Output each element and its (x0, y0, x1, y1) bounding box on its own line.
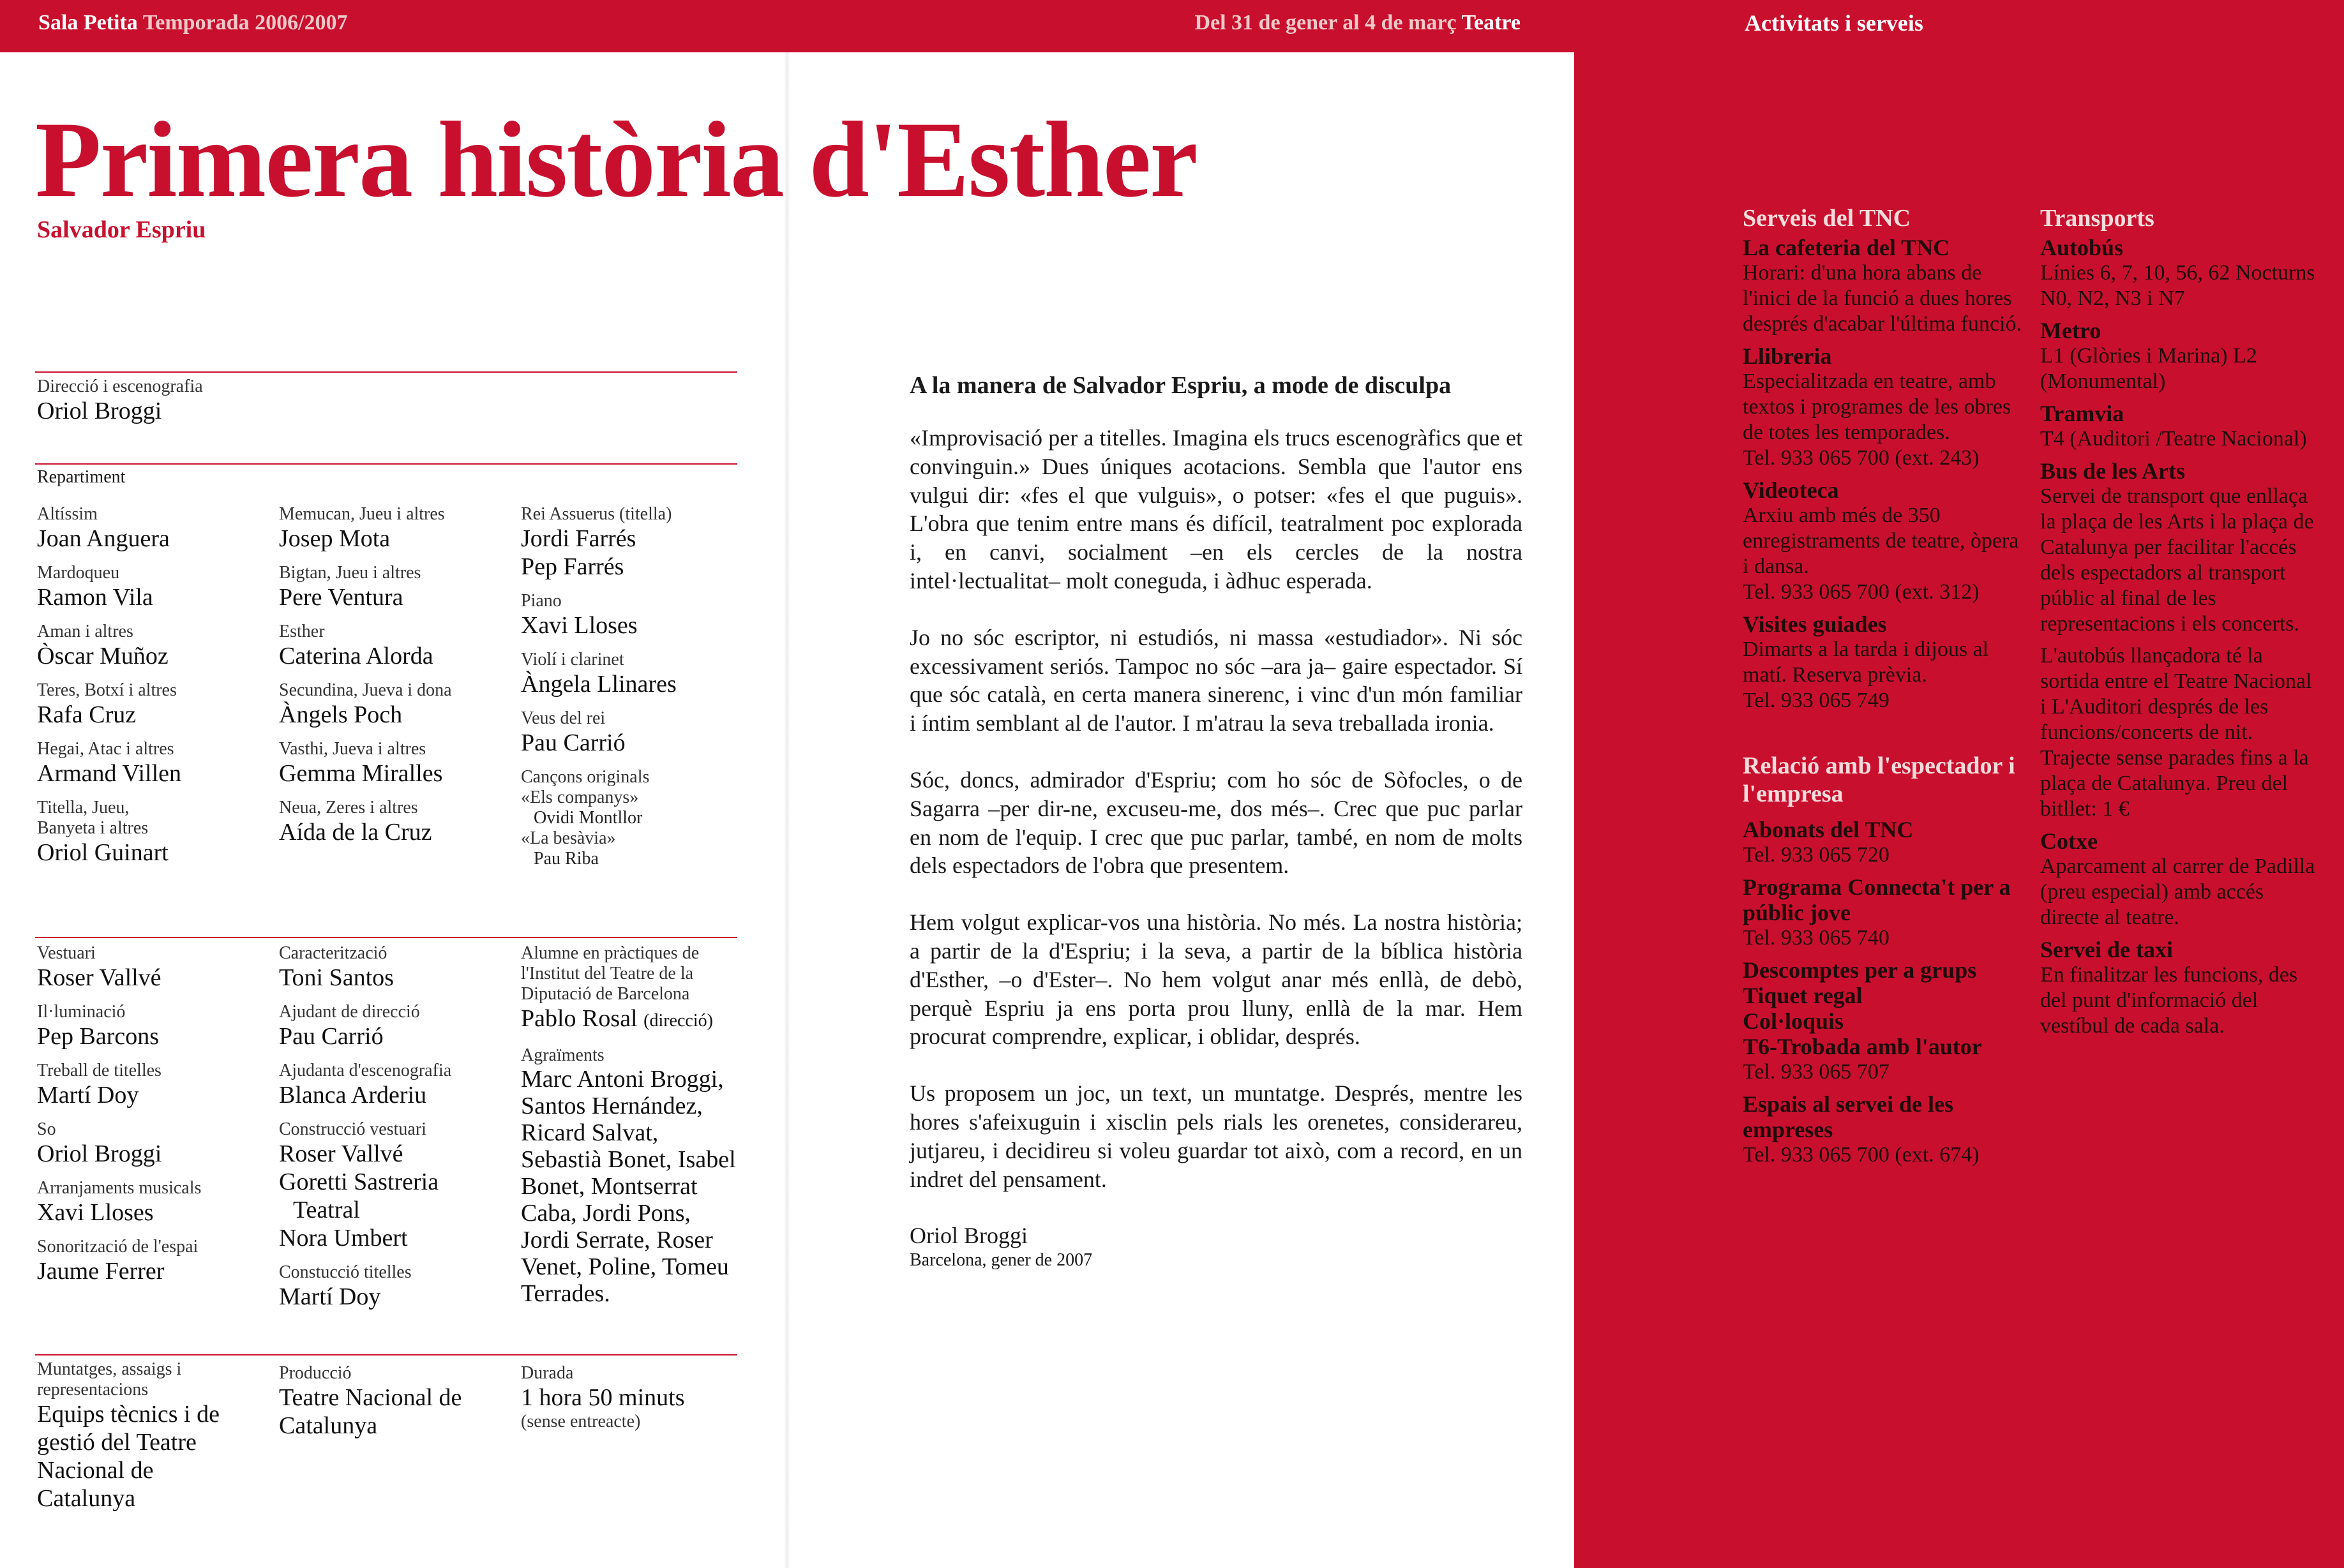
season-header (38, 9, 348, 37)
credit-role: Construcció vestuari (279, 1119, 426, 1139)
section-title: Transports (2040, 205, 2154, 232)
credit-name: Pep Barcons (37, 1023, 160, 1050)
credit-role: Teres, Botxí i altres (37, 680, 177, 700)
song-author: Ovidi Montllor (534, 808, 643, 828)
credit-name: Roser Vallvé (37, 964, 162, 991)
credit-role: Il·luminació (37, 1002, 126, 1022)
credit-name: Pere Ventura (279, 584, 403, 611)
credit-role: Direcció i escenografia (37, 377, 203, 396)
transport-text: L1 (Glòries i Marina) L2 (Monumental) (2040, 344, 2257, 393)
credit-name: Oriol Guinart (37, 839, 169, 866)
credit-role: Mardoqueu (37, 563, 120, 583)
cast-credit (521, 504, 751, 581)
credit-role: Rei Assuerus (titella) (521, 504, 672, 524)
service-text: Especialitzada en teatre, amb textos i programes de les obres de totes les temporades. (1743, 370, 2011, 444)
essay-paragraph: «Improvisació per a titelles. Imagina els trucs escenogràfics que et convinguin.» Dues úniques acotacions. Sembla que l'autor ens vulgui dir: «fes el que vulguis», o potser: «fes el que puguis». L'obra que tenim entre mans és difícil, teatralment poc explorada i, en canvi, socialment –en els cercles de la nostra intel·lectualitat– molt coneguda, i àdhuc esperada. (910, 425, 1522, 594)
crew-credit (279, 1262, 509, 1311)
credit-role: Bigtan, Jueu i altres (279, 563, 421, 583)
credit-name: Xavi Lloses (37, 1199, 154, 1226)
dates-header (1194, 9, 1521, 37)
credit-name: Martí Doy (279, 1283, 381, 1310)
service-name: Abonats del TNC (1743, 817, 1914, 842)
section-title: Serveis del TNC (1743, 205, 1911, 232)
transports-column (2040, 204, 2321, 1045)
credit-note: (sense entreacte) (521, 1412, 641, 1431)
crew-credit (521, 1363, 741, 1432)
bottom-column-3 (521, 1363, 741, 1442)
credit-role: Aman i altres (37, 622, 133, 641)
service-name: Videoteca (1743, 477, 1839, 503)
transport-text: Servei de transport que enllaça la plaça de les Arts i la plaça de Catalunya per facilitar l'accés dels espectadors al transport públic al final de les representacions i els concerts. (2040, 484, 2314, 636)
essay-paragraph: Hem volgut explicar-vos una història. No més. La nostra història; a partir de la d'Espriu; i la seva, a partir de la bíblica història d'Esther, –o d'Ester–. No hem volgut anar més enllà, de debò, perquè Espriu ja ens porta prou lluny, enllà de la mar. Hem procurat comprendre, explicar, i oblidar, després. (910, 909, 1522, 1050)
credit-name: Marc Antoni Broggi, Santos Hernández, Ricard Salvat, Sebastià Bonet, Isabel Bonet, Montserrat Caba, Jordi Pons, Jordi Serrate, Roser Venet, Poline, Tomeu Terrades. (521, 1066, 736, 1307)
transport-name: Tramvia (2040, 401, 2124, 426)
service-phone: Tel. 933 065 700 (ext. 243) (1743, 446, 1980, 470)
credit-name: 1 hora 50 minuts (521, 1384, 685, 1411)
credit-role: Vasthi, Jueva i altres (279, 739, 426, 759)
cast-credit (37, 622, 267, 670)
credit-name: Jordi Farrés (521, 525, 636, 552)
service-phone: Tel. 933 065 700 (ext. 312) (1743, 580, 1980, 604)
credit-name: Oriol Broggi (37, 398, 162, 424)
credit-role: Alumne en pràctiques de l'Institut del Teatre de la Diputació de Barcelona (521, 943, 700, 1004)
credit-name: Pep Farrés (521, 553, 624, 580)
song-author: Pau Riba (534, 849, 599, 869)
transport-name: Servei de taxi (2040, 937, 2173, 962)
cast-credit (279, 798, 509, 846)
crew-credit (279, 943, 509, 992)
show-title: Primera història d'Esther (35, 100, 1197, 220)
cast-column-2 (279, 504, 509, 856)
divider (35, 371, 737, 373)
service-phone: Tel. 933 065 740 (1743, 926, 1889, 950)
service-name: Descomptes per a grups (1743, 957, 1977, 983)
cast-credit (37, 680, 267, 729)
crew-credit (37, 1119, 267, 1168)
run-dates: Del 31 de gener al 4 de març (1194, 11, 1457, 34)
credit-name: Roser Vallvé (279, 1140, 403, 1167)
crew-credit (37, 1237, 267, 1285)
service-name: Col·loquis (1743, 1008, 1844, 1034)
crew-credit (279, 1002, 509, 1050)
service-phone: Tel. 933 065 707 (1743, 1060, 1889, 1084)
service-name: Programa Connecta't per a públic jove (1743, 874, 2011, 925)
cast-column-3 (521, 504, 751, 879)
service-text: Arxiu amb més de 350 enregistraments de teatre, òpera i dansa. (1743, 504, 2019, 578)
section-title: Relació amb l'espectador i l'empresa (1743, 752, 2015, 807)
credit-role: Memucan, Jueu i altres (279, 504, 445, 524)
credit-name: Teatre Nacional de Catalunya (279, 1384, 462, 1439)
service-name: Llibreria (1743, 343, 1832, 369)
service-phone: Tel. 933 065 700 (ext. 674) (1743, 1143, 1980, 1167)
credit-role: Ajudant de direcció (279, 1002, 420, 1022)
credit-role: Titella, Jueu, Banyeta i altres (37, 798, 149, 838)
crew-column-2 (279, 943, 509, 1321)
cast-credit (279, 504, 509, 553)
essay-paragraph: Us proposem un joc, un text, un muntatge. Després, mentre les hores s'afeixuguin i xisclin pels rials les orenetes, considerareu, jutjareu, i decidireu si voleu guardar tot això, com a record, en un indret del pensament. (910, 1080, 1522, 1192)
credit-name: Nora Umbert (279, 1225, 408, 1251)
cast-credit (37, 739, 267, 788)
credit-name: Xavi Lloses (521, 612, 638, 639)
credit-name: Oriol Broggi (37, 1140, 162, 1167)
essay-title: A la manera de Salvador Espriu, a mode de disculpa (910, 372, 1452, 399)
transport-text: T4 (Auditori /Teatre Nacional) (2040, 427, 2307, 451)
divider (35, 1354, 737, 1355)
transport-text: En finalitzar les funcions, des del punt d'informació del vestíbul de cada sala. (2040, 963, 2298, 1038)
crew-credit (37, 1359, 229, 1512)
credit-name: Òscar Muñoz (37, 643, 169, 669)
credit-role: Piano (521, 591, 562, 611)
credit-name: Josep Mota (279, 525, 391, 552)
crew-credit (37, 1061, 267, 1109)
credit-name: Goretti Sastreria (279, 1169, 439, 1195)
credit-name: Aída de la Cruz (279, 819, 432, 846)
credit-name: Blanca Arderiu (279, 1082, 427, 1109)
transport-name: Cotxe (2040, 828, 2098, 854)
credit-role: Constucció titelles (279, 1262, 412, 1282)
credit-name: Caterina Alorda (279, 643, 433, 669)
cast-credit (37, 798, 190, 867)
credit-role: Secundina, Jueva i dona (279, 680, 452, 700)
cast-credit (279, 622, 509, 670)
director-essay (910, 370, 1522, 1299)
cast-credit (521, 708, 751, 757)
venue-name: Sala Petita (38, 11, 138, 34)
credit-role: Veus del rei (521, 708, 606, 728)
credit-role: Esther (279, 622, 325, 641)
service-phone: Tel. 933 065 720 (1743, 843, 1889, 867)
cast-credit (37, 563, 267, 611)
credit-name: Pablo Rosal (521, 1005, 638, 1032)
crew-credit (37, 943, 267, 992)
service-phone: Tel. 933 065 749 (1743, 689, 1889, 712)
bottom-column-1 (37, 1359, 229, 1523)
essay-paragraph: Jo no sóc escriptor, ni estudiós, ni massa «estudiador». Ni sóc excessivament seriós. Tampoc no sóc –ara ja– gaire espectador. Sí que sóc català, en certa manera sinerenc, i vinc d'un món familiar i íntim semblant al de l'autor. I m'atrau la seva treballada ironia. (910, 624, 1522, 736)
transport-name: Autobús (2040, 235, 2124, 260)
credit-name: Teatral (293, 1197, 360, 1223)
cast-credit (279, 739, 509, 788)
credit-role: Durada (521, 1363, 574, 1383)
credit-name: Joan Anguera (37, 525, 170, 552)
cast-credit (521, 591, 751, 639)
credit-name: Armand Villen (37, 760, 182, 787)
service-name: La cafeteria del TNC (1743, 235, 1950, 260)
credit-name: Equips tècnics i de gestió del Teatre Nacional de Catalunya (37, 1401, 220, 1512)
credit-role: Producció (279, 1363, 352, 1383)
acknowledgements (521, 1045, 741, 1307)
credit-role: Violí i clarinet (521, 650, 624, 669)
service-name: T6-Trobada amb l'autor (1743, 1034, 1982, 1059)
service-name: Visites guiades (1743, 611, 1887, 637)
song-title: «La besàvia» (521, 828, 616, 848)
credit-role: Treball de titelles (37, 1061, 162, 1080)
crew-credit (279, 1363, 470, 1440)
cast-credit (521, 650, 751, 698)
show-author: Salvador Espriu (37, 216, 206, 243)
cast-credit (279, 680, 509, 729)
transport-name: Bus de les Arts (2040, 458, 2186, 484)
songs-credit (521, 767, 751, 869)
credit-name: Gemma Miralles (279, 760, 443, 787)
credit-role: Neua, Zeres i altres (279, 798, 418, 818)
essay-place-date: Barcelona, gener de 2007 (910, 1250, 1093, 1271)
cast-column-1 (37, 504, 267, 877)
credit-note: (direcció) (643, 1011, 713, 1031)
transport-text: L'autobús llançadora té la sortida entre el Teatre Nacional i L'Auditori després de les funcions/concerts de nit. Trajecte sense parades fins a la plaça de Catalunya. Preu del bitllet: 1 € (2040, 644, 2312, 821)
transport-text: Línies 6, 7, 10, 56, 62 Nocturns N0, N2, N3 i N7 (2040, 261, 2315, 310)
credit-name: Ramon Vila (37, 584, 153, 611)
transport-text: Aparcament al carrer de Padilla (preu especial) amb accés directe al teatre. (2040, 855, 2315, 929)
credit-role: Muntatges, assaigs i representacions (37, 1359, 182, 1400)
cast-credit (37, 504, 267, 553)
cast-credit (279, 563, 509, 611)
credit-role: Vestuari (37, 943, 96, 963)
services-column (1743, 204, 2027, 1174)
credit-name: Rafa Cruz (37, 701, 137, 728)
credit-role: Arranjaments musicals (37, 1178, 202, 1198)
service-name: Espais al servei de les empreses (1743, 1091, 1953, 1142)
credit-name: Pau Carrió (279, 1023, 384, 1050)
credit-name: Toni Santos (279, 964, 394, 991)
divider (35, 463, 737, 465)
credit-name: Àngela Llinares (521, 671, 677, 698)
credit-name: Pau Carrió (521, 729, 626, 756)
season-label: Temporada 2006/2007 (142, 11, 348, 34)
song-title: «Els companys» (521, 788, 639, 807)
genre-label: Teatre (1461, 11, 1521, 34)
crew-column-3 (521, 943, 741, 1317)
credit-role: Agraïments (521, 1045, 605, 1065)
crew-credit (37, 1002, 267, 1050)
credit-role: Ajudanta d'escenografia (279, 1061, 452, 1080)
divider (35, 937, 737, 938)
service-name: Tiquet regal (1743, 983, 1863, 1008)
credit-role: Altíssim (37, 504, 98, 524)
activities-title: Activitats i serveis (1745, 10, 1923, 36)
service-text: Horari: d'una hora abans de l'inici de la funció a dues hores després d'acabar l'última funció. (1743, 261, 2022, 336)
credit-role: Caracterització (279, 943, 387, 963)
crew-credit (279, 1119, 509, 1252)
credit-name: Àngels Poch (279, 701, 403, 728)
crew-column-1 (37, 943, 267, 1295)
credit-role: Hegai, Atac i altres (37, 739, 174, 759)
service-text: Dimarts a la tarda i dijous al matí. Reserva prèvia. (1743, 638, 1989, 687)
crew-credit (521, 943, 741, 1035)
credit-role: Sonorització de l'espai (37, 1237, 199, 1257)
bottom-column-2 (279, 1363, 470, 1450)
credit-name: Martí Doy (37, 1082, 139, 1109)
credit-name: Jaume Ferrer (37, 1258, 165, 1285)
cast-heading: Repartiment (37, 467, 126, 487)
direction-credit (37, 377, 420, 425)
crew-credit (37, 1178, 267, 1227)
transport-name: Metro (2040, 318, 2101, 343)
credit-role: Cançons originals (521, 767, 650, 787)
essay-paragraph: Sóc, doncs, admirador d'Espriu; com ho sóc de Sòfocles, o de Sagarra –per dir-ne, excuseu-me, dos més–. Crec que puc parlar en nom de l'equip. I crec que puc parlar, també, en nom de molts dels espectadors de l'obra que presentem. (910, 766, 1522, 879)
page-fold (784, 52, 790, 1568)
crew-credit (279, 1061, 509, 1109)
essay-signature: Oriol Broggi (910, 1223, 1028, 1249)
credit-role: So (37, 1119, 56, 1139)
